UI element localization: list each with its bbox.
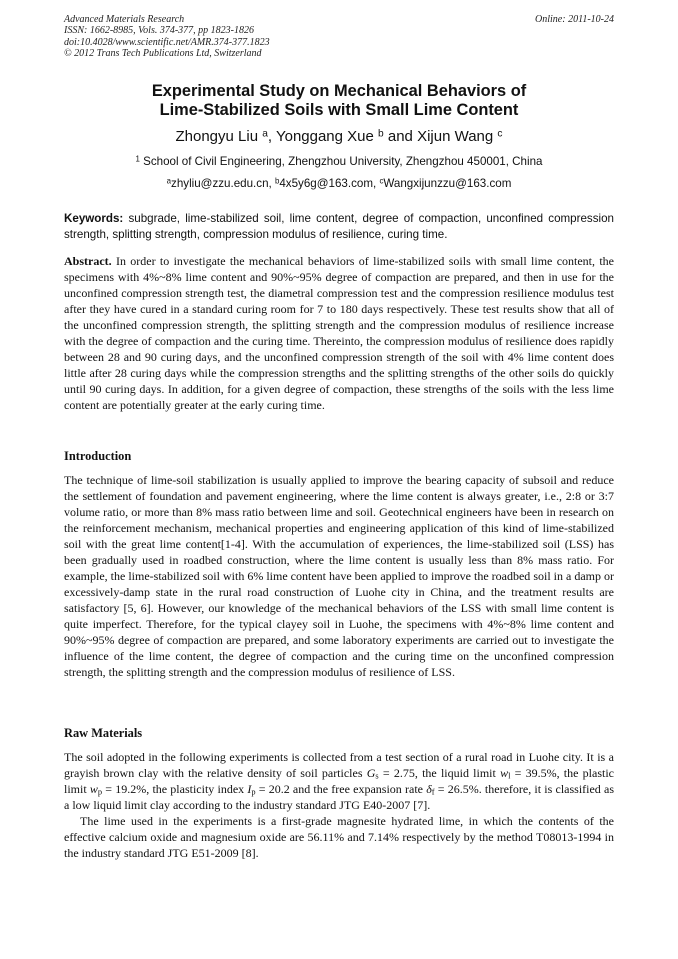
symbol-wl-sub: l — [508, 771, 511, 781]
text-run: = 26.5%. therefore, it is classified as a low liquid limit clay according to the industry standard JTG E40-2007 [7]. — [64, 782, 615, 812]
symbol-ip-sub: p — [251, 787, 256, 797]
journal-name: Advanced Materials Research — [64, 14, 185, 25]
author-2: Yonggang Xue — [275, 128, 374, 145]
issn-line: ISSN: 1662-8985, Vols. 374-377, pp 1823-1826 — [64, 25, 254, 37]
affiliation-text: School of Civil Engineering, Zhengzhou University, Zhengzhou 450001, China — [139, 155, 543, 168]
symbol-wp-sub: p — [97, 787, 103, 797]
author-separator: , — [267, 128, 276, 145]
introduction-heading: Introduction — [64, 449, 132, 463]
keywords-text: subgrade, lime-stabilized soil, lime content, degree of compaction, unconfined compression strength, splitting strength, compression modulus of resilience, curing time. — [64, 212, 614, 241]
author-1: Zhongyu Liu — [175, 128, 259, 145]
affiliation-sup: 1 — [135, 154, 140, 164]
author-1-sup: a — [262, 128, 268, 140]
email-c[interactable]: Wangxijunzzu@163.com — [383, 177, 512, 190]
email-list — [64, 177, 614, 191]
title-line-2: Lime-Stabilized Soils with Small Lime Content — [159, 101, 519, 119]
author-3: Xijun Wang — [417, 128, 494, 145]
abstract-text: In order to investigate the mechanical behaviors of lime-stabilized soils with small lime content, the specimens with 4%~8% lime content and 90%~95% degree of compaction are prepared, and then in use for the unconfined compression strength test, the diametral compression test and the compression resilience modulus test after they have cured in a standard curing room for 7 to 180 days respectively. These test results show that all of the unconfined compression strength, the splitting strength and the compression modulus of resilience increase with the degree of compaction and the curing time. Thereinto, the compression modulus of resilience does rapidly between 28 and 90 curing days, and the unconfined compression strength of the soil with 4% lime content does little after 28 curing days while the compression strengths and the splitting strengths of the other soils do quickly until 90 curing days. In addition, for a given degree of compaction, these strengths of the soils with the less lime content are potentially greater at the early curing time. — [64, 254, 614, 412]
author-separator: and — [383, 128, 418, 145]
keywords-section — [64, 211, 614, 243]
author-2-sup: b — [378, 128, 384, 140]
introduction-section — [64, 472, 614, 680]
text-run: = 39.5%, the plastic limit — [64, 766, 615, 796]
symbol-ip: I — [247, 782, 252, 796]
email-a-sup: a — [166, 176, 172, 186]
symbol-gs: G — [366, 766, 376, 780]
raw-materials-paragraph-1 — [64, 749, 614, 813]
affiliation — [64, 155, 614, 169]
email-a[interactable]: zhyliu@zzu.edu.cn, — [171, 177, 275, 190]
journal-header — [64, 14, 270, 60]
text-run: = 19.2%, the plasticity index — [102, 782, 248, 796]
symbol-gs-sub: s — [375, 771, 379, 781]
text-run: = 20.2 and the free expansion rate — [255, 782, 427, 796]
symbol-wp: w — [89, 782, 98, 796]
introduction-paragraph: The technique of lime-soil stabilization is usually applied to improve the bearing capacity of subsoil and reduce the settlement of foundation and pavement engineering, where the lime content is always greater, i.e., 2:8 or 3:7 volume ratio, or more than 8% mass ratio between lime and soil. Geotechnical engineers have been in research on the reinforcement mechanism, mechanical properties and engineering application of this kind of lime-stabilized soil with the great lime content[1-4]. With the accumulation of experiences, the lime-stabilized soil (LSS) has been gradually used in roadbed construction, where the lime content is usually less than 8% mass ratio. For example, the lime-stabilized soil with 6% lime content have been applied to improve the roadbed soil in a damp or excessively-damp state in the rural road construction of Luohe city in China, and the treatment results are satisfactory [5, 6]. However, our knowledge of the mechanical behaviors of the LSS with small lime content is quite imperfect. Therefore, for the typical clayey soil in Luohe, the specimens with 4%~8% lime content and 90%~95% degree of compaction are prepared, and some laboratory experiments are carried out to investigate the influence of the lime content, the degree of compaction and the curing time on the unconfined compression strength, the splitting strength and the compression modulus of resilience of LSS. — [64, 473, 614, 679]
text-run: = 2.75, the liquid limit — [378, 766, 501, 780]
email-c-sup: c — [379, 176, 384, 186]
author-list — [64, 128, 614, 146]
doi-line: doi:10.4028/www.scientific.net/AMR.374-377.1823 — [64, 36, 270, 48]
symbol-delta-f: δ — [426, 782, 432, 796]
title-line-1: Experimental Study on Mechanical Behaviors of — [151, 82, 527, 100]
email-b[interactable]: 4x5y6g@163.com, — [279, 177, 380, 190]
symbol-delta-f-sub: f — [431, 787, 435, 797]
paper-title — [64, 82, 614, 120]
online-date: Online: 2011-10-24 — [535, 14, 614, 25]
abstract-label: Abstract. — [64, 254, 112, 268]
symbol-wl: w — [500, 766, 509, 780]
raw-materials-heading: Raw Materials — [64, 726, 143, 740]
raw-materials-paragraph-2: The lime used in the experiments is a first-grade magnesite hydrated lime, in which the contents of the effective calcium oxide and magnesium oxide are 56.11% and 7.14% respectively by the method T08013-1994 in the industry standard JTG E51-2009 [8]. — [64, 814, 614, 860]
copyright-line: © 2012 Trans Tech Publications Ltd, Switzerland — [64, 48, 262, 60]
email-b-sup: b — [274, 176, 280, 186]
raw-materials-section — [64, 749, 614, 861]
author-3-sup: c — [497, 128, 503, 140]
text-run: The soil adopted in the following experiments is collected from a test section of a rural road in Luohe city. It is a grayish brown clay with the relative density of soil particles — [64, 750, 614, 780]
abstract-section — [64, 253, 614, 413]
keywords-label: Keywords: — [64, 212, 124, 225]
